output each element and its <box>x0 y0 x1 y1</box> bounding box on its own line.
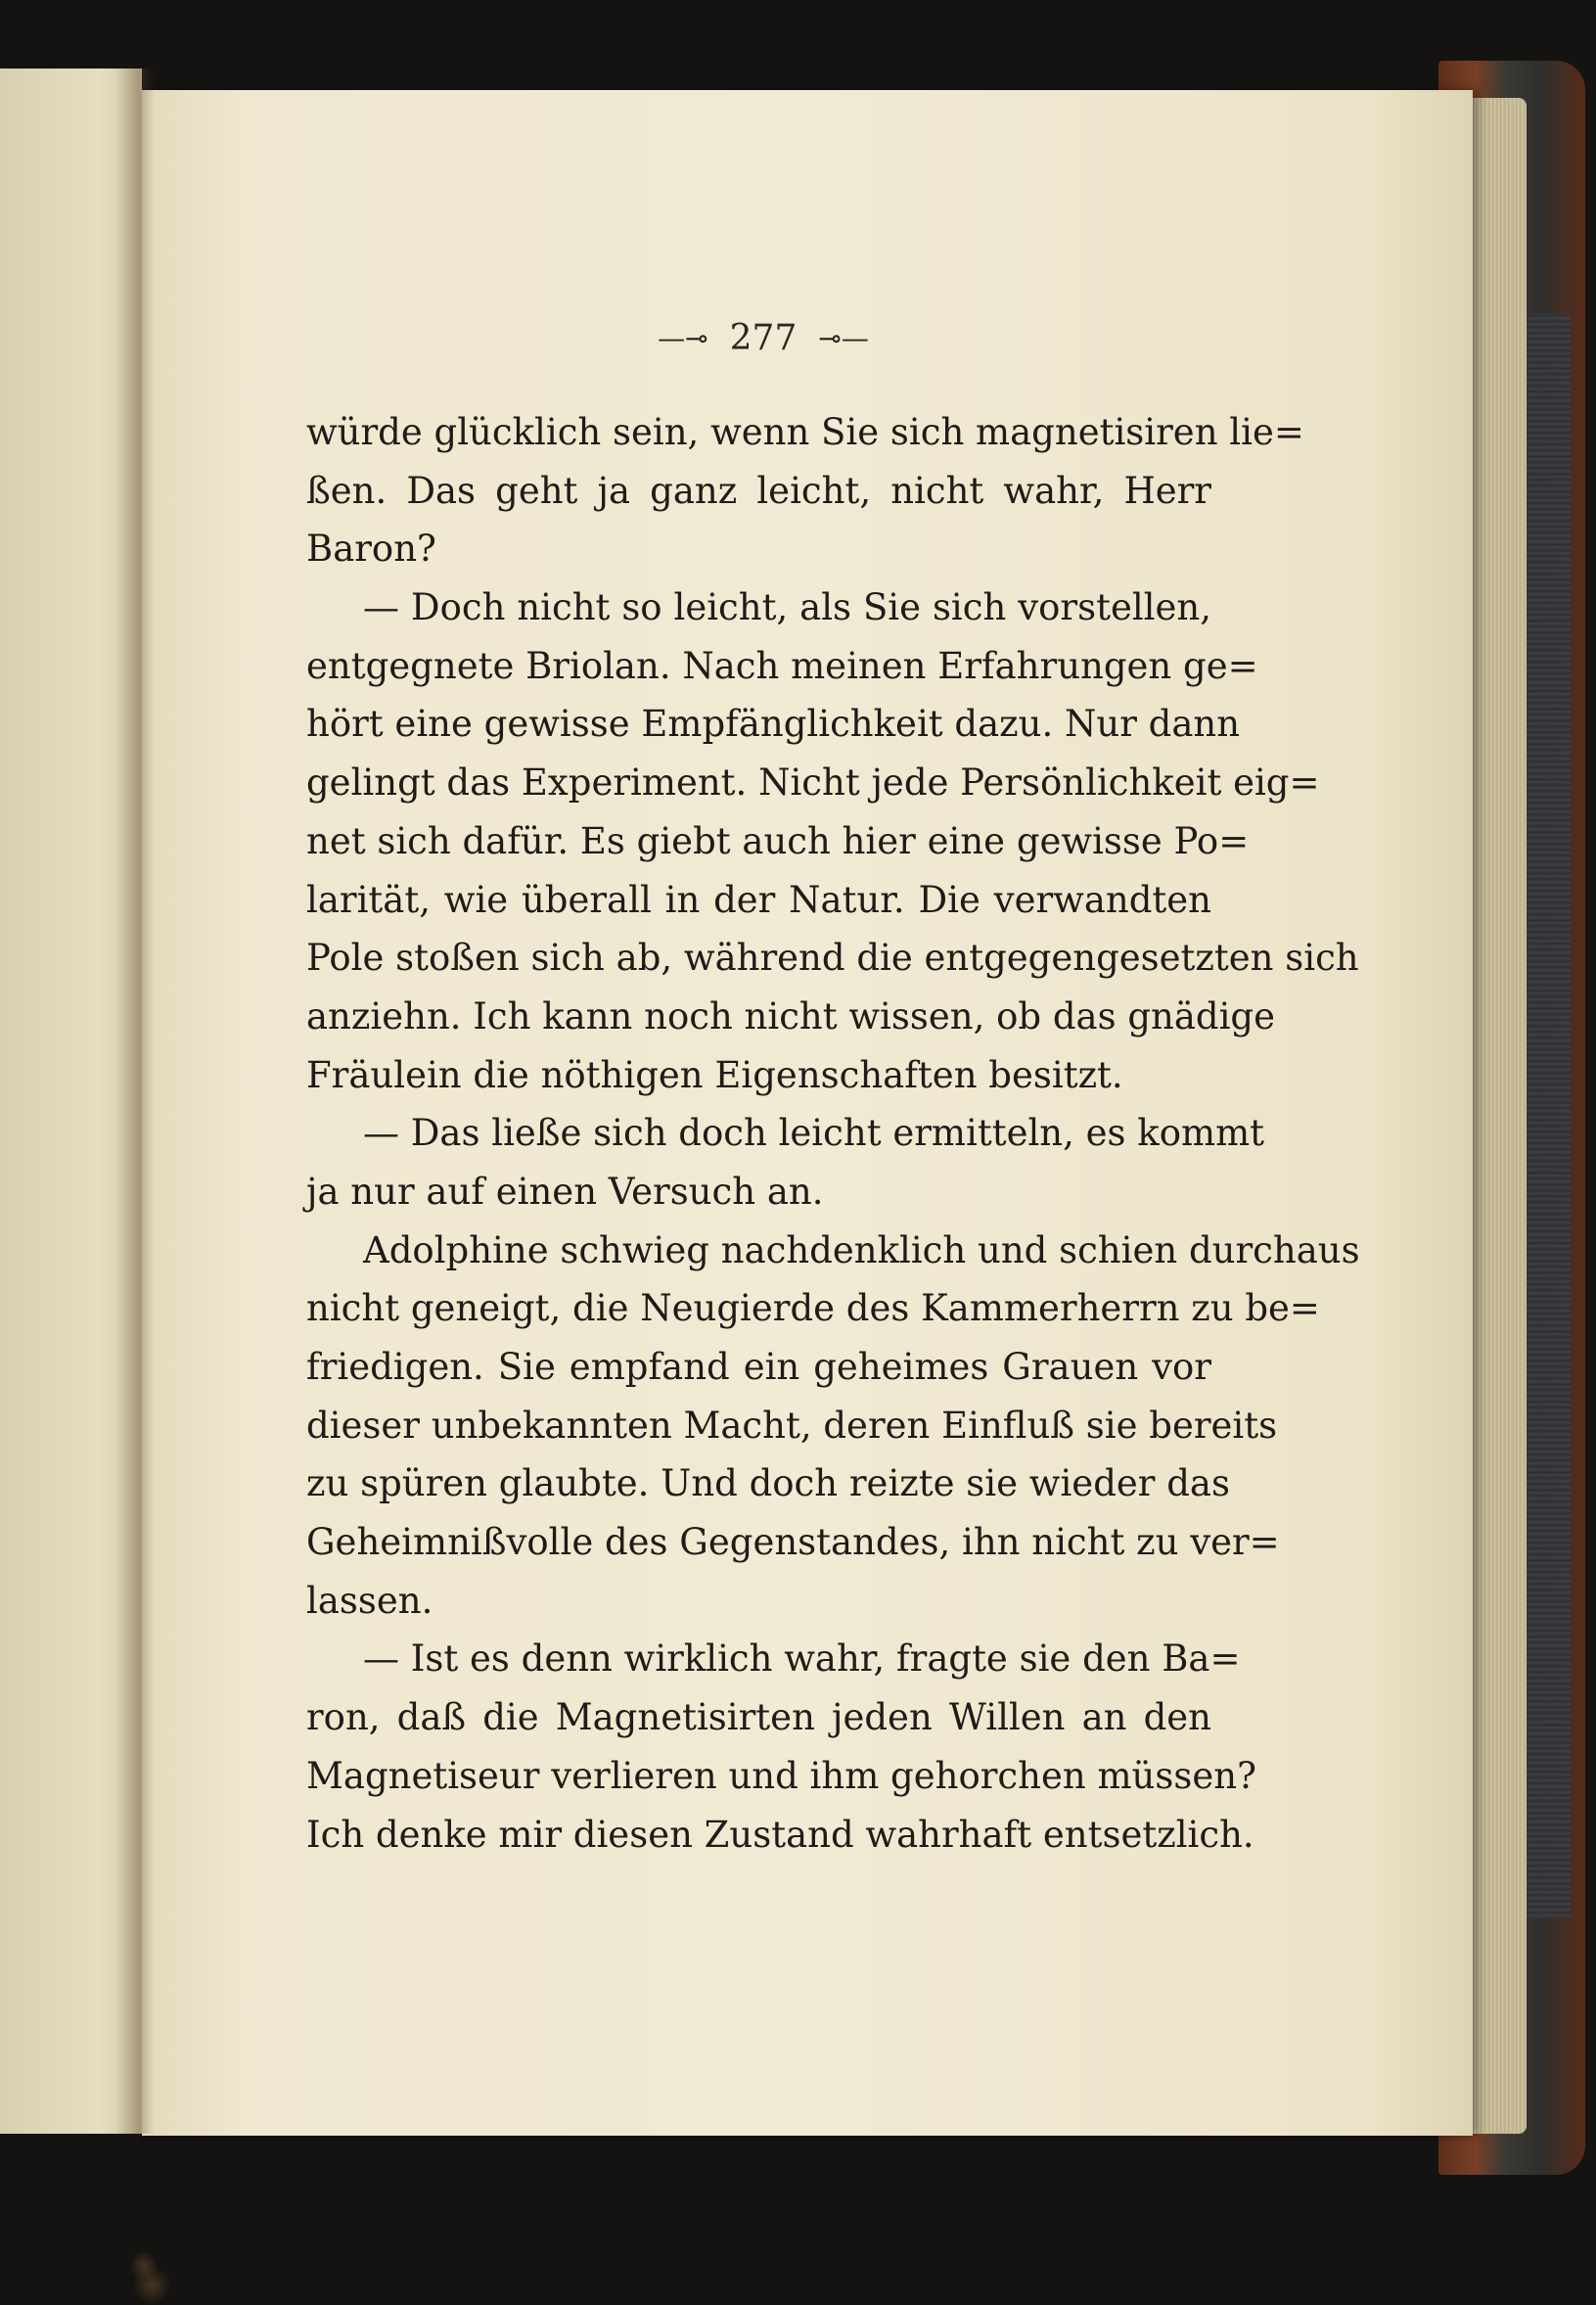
text-line: Baron? <box>306 528 436 571</box>
text-line: Ich denke mir diesen Zustand wahrhaft entsetzlich. <box>306 1813 1254 1856</box>
text-line: dieser unbekannten Macht, deren Einfluß sie bereits <box>306 1404 1278 1447</box>
page-header <box>0 318 1527 358</box>
text-line: Geheimnißvolle des Gegenstandes, ihn nicht zu ver= <box>306 1521 1280 1564</box>
text-line: nicht geneigt, die Neugierde des Kammerherrn zu be= <box>306 1287 1320 1330</box>
text-line: lassen. <box>306 1579 433 1622</box>
ornament-left-icon: —⊸ <box>658 322 708 354</box>
body-text <box>306 403 1360 1864</box>
ornament-right-icon: ⊸— <box>818 322 869 354</box>
cover-cloth <box>1522 313 1571 1918</box>
text-line: gelingt das Experiment. Nicht jede Persönlichkeit eig= <box>306 761 1320 805</box>
text-line: — Das ließe sich doch leicht ermitteln, es kommt <box>363 1112 1265 1155</box>
text-line: — Doch nicht so leicht, als Sie sich vorstellen, <box>363 586 1211 629</box>
text-line: entgegnete Briolan. Nach meinen Erfahrungen ge= <box>306 644 1258 687</box>
text-line: ja nur auf einen Versuch an. <box>306 1170 824 1213</box>
stain-spot <box>129 2251 159 2281</box>
page-number: 277 <box>729 318 798 358</box>
text-line: friedigen. Sie empfand ein geheimes Grauen vor <box>306 1346 1211 1388</box>
text-line: ßen. Das geht ja ganz leicht, nicht wahr, Herr <box>306 469 1211 512</box>
text-line: würde glücklich sein, wenn Sie sich magnetisiren lie= <box>306 411 1304 453</box>
text-line: Adolphine schwieg nachdenklich und schien durchaus <box>363 1228 1360 1271</box>
text-line: — Ist es denn wirklich wahr, fragte sie den Ba= <box>363 1637 1241 1681</box>
text-line: anziehn. Ich kann noch nicht wissen, ob das gnädige <box>306 994 1276 1037</box>
text-line: Pole stoßen sich ab, während die entgegengesetzten sich <box>306 937 1359 980</box>
text-line: hört eine gewisse Empfänglichkeit dazu. Nur dann <box>306 703 1241 746</box>
text-line: ron, daß die Magnetisirten jeden Willen an den <box>306 1696 1211 1739</box>
text-line: larität, wie überall in der Natur. Die verwandten <box>306 878 1211 921</box>
gutter-shadow <box>115 69 155 2134</box>
text-line: net sich dafür. Es giebt auch hier eine gewisse Po= <box>306 819 1250 862</box>
text-line: Magnetiseur verlieren und ihm gehorchen müssen? <box>306 1754 1256 1797</box>
text-line: Fräulein die nöthigen Eigenschaften besitzt. <box>306 1053 1123 1096</box>
text-line: zu spüren glaubte. Und doch reizte sie wieder das <box>306 1462 1230 1505</box>
